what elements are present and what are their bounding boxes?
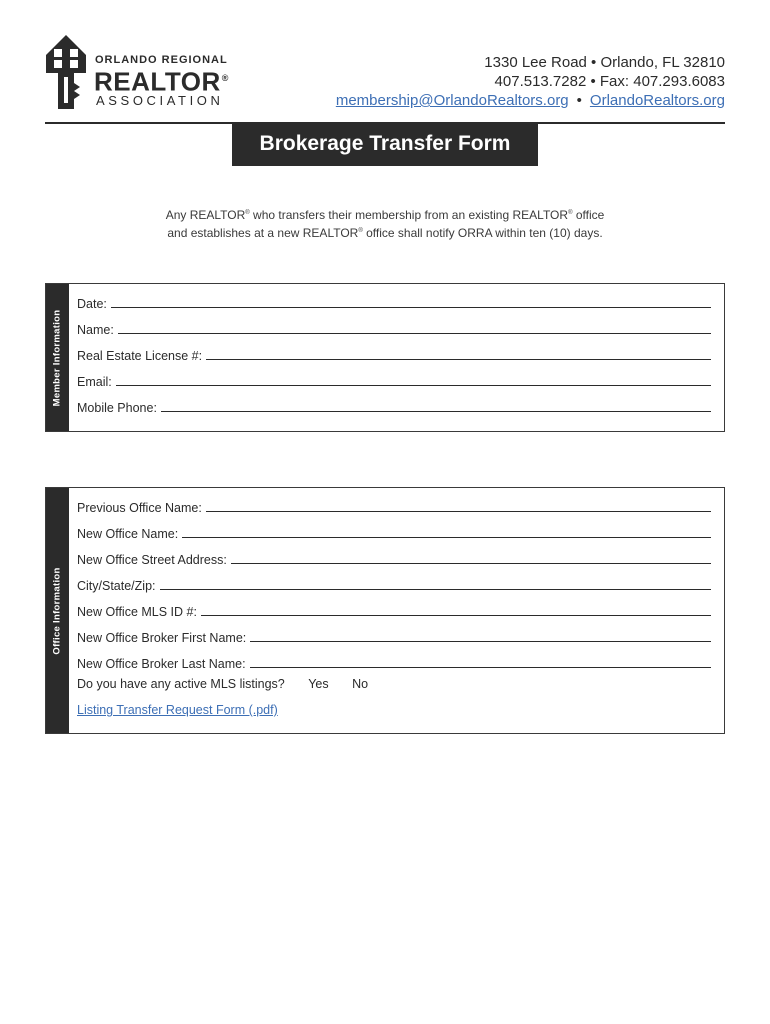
new-office-street-address-field[interactable] bbox=[77, 547, 711, 567]
intro-text-5: office shall notify ORRA within ten (10) days. bbox=[362, 226, 603, 240]
field-label: Date: bbox=[77, 297, 107, 311]
fill-line bbox=[250, 640, 711, 642]
registered-mark: ® bbox=[568, 210, 573, 216]
date-field[interactable] bbox=[77, 291, 711, 311]
fill-line bbox=[231, 562, 711, 564]
field-label: New Office Name: bbox=[77, 527, 179, 541]
email-link[interactable]: membership@OrlandoRealtors.org bbox=[335, 92, 569, 109]
fill-line bbox=[206, 510, 711, 512]
office-information-section bbox=[45, 487, 725, 734]
broker-last-name-field[interactable] bbox=[77, 651, 711, 671]
registered-mark: ® bbox=[358, 228, 363, 234]
logo-text-realtor bbox=[94, 64, 229, 96]
intro-text-2: who transfers their membership from an existing REALTOR bbox=[249, 208, 569, 222]
phone-fax: 407.513.7282 • Fax: 407.293.6083 bbox=[494, 73, 725, 90]
member-section-label: Member Information bbox=[51, 309, 63, 406]
active-listings-question bbox=[77, 677, 711, 697]
mobile-phone-field[interactable] bbox=[77, 395, 711, 415]
field-label: City/State/Zip: bbox=[77, 579, 156, 593]
field-label: Previous Office Name: bbox=[77, 501, 202, 515]
email-field[interactable] bbox=[77, 369, 711, 389]
office-section-sidebar bbox=[46, 488, 69, 733]
broker-first-name-field[interactable] bbox=[77, 625, 711, 645]
address: 1330 Lee Road • Orlando, FL 32810 bbox=[484, 54, 725, 71]
fill-line bbox=[201, 614, 711, 616]
field-label: Real Estate License #: bbox=[77, 349, 203, 363]
field-label: New Office Broker Last Name: bbox=[77, 657, 246, 671]
intro-text-1: Any REALTOR bbox=[165, 208, 246, 222]
field-label: New Office MLS ID #: bbox=[77, 605, 197, 619]
fill-line bbox=[182, 536, 711, 538]
new-office-name-field[interactable] bbox=[77, 521, 711, 541]
house-key-icon bbox=[44, 33, 88, 111]
name-field[interactable] bbox=[77, 317, 711, 337]
previous-office-name-field[interactable] bbox=[77, 495, 711, 515]
logo-text-association: ASSOCIATION bbox=[96, 93, 224, 108]
contact-links bbox=[336, 91, 725, 110]
office-section-label: Office Information bbox=[51, 566, 63, 655]
contact-separator: • bbox=[576, 92, 582, 109]
field-label: Name: bbox=[77, 323, 114, 337]
listing-transfer-request-form-link[interactable]: Listing Transfer Request Form (.pdf) bbox=[77, 703, 278, 717]
field-label: Mobile Phone: bbox=[77, 401, 157, 415]
logo-realtor-word: REALTOR bbox=[94, 66, 221, 97]
registered-mark: ® bbox=[245, 210, 250, 216]
fill-line bbox=[250, 666, 711, 668]
fill-line bbox=[161, 410, 711, 412]
active-listings-label: Do you have any active MLS listings? bbox=[77, 677, 285, 691]
member-section-sidebar bbox=[46, 284, 69, 431]
fill-line bbox=[118, 332, 711, 334]
intro-text-3: office bbox=[572, 208, 605, 222]
fill-line bbox=[111, 306, 711, 308]
logo-registered-mark: ® bbox=[221, 73, 229, 83]
website-link[interactable]: OrlandoRealtors.org bbox=[589, 92, 725, 109]
license-field[interactable] bbox=[77, 343, 711, 363]
fill-line bbox=[160, 588, 712, 590]
city-state-zip-field[interactable] bbox=[77, 573, 711, 593]
pdf-link-row bbox=[77, 703, 711, 723]
logo-text-orlando-regional: ORLANDO REGIONAL bbox=[95, 54, 228, 66]
intro-text bbox=[100, 205, 670, 241]
field-label: New Office Broker First Name: bbox=[77, 631, 247, 645]
no-option[interactable]: No bbox=[352, 677, 369, 691]
field-label: New Office Street Address: bbox=[77, 553, 227, 567]
field-label: Email: bbox=[77, 375, 112, 389]
fill-line bbox=[206, 358, 711, 360]
new-office-mls-id-field[interactable] bbox=[77, 599, 711, 619]
intro-text-4: and establishes at a new REALTOR bbox=[167, 226, 359, 240]
member-information-section bbox=[45, 283, 725, 432]
fill-line bbox=[116, 384, 711, 386]
page-title: Brokerage Transfer Form bbox=[232, 124, 538, 166]
yes-option[interactable]: Yes bbox=[308, 677, 329, 691]
